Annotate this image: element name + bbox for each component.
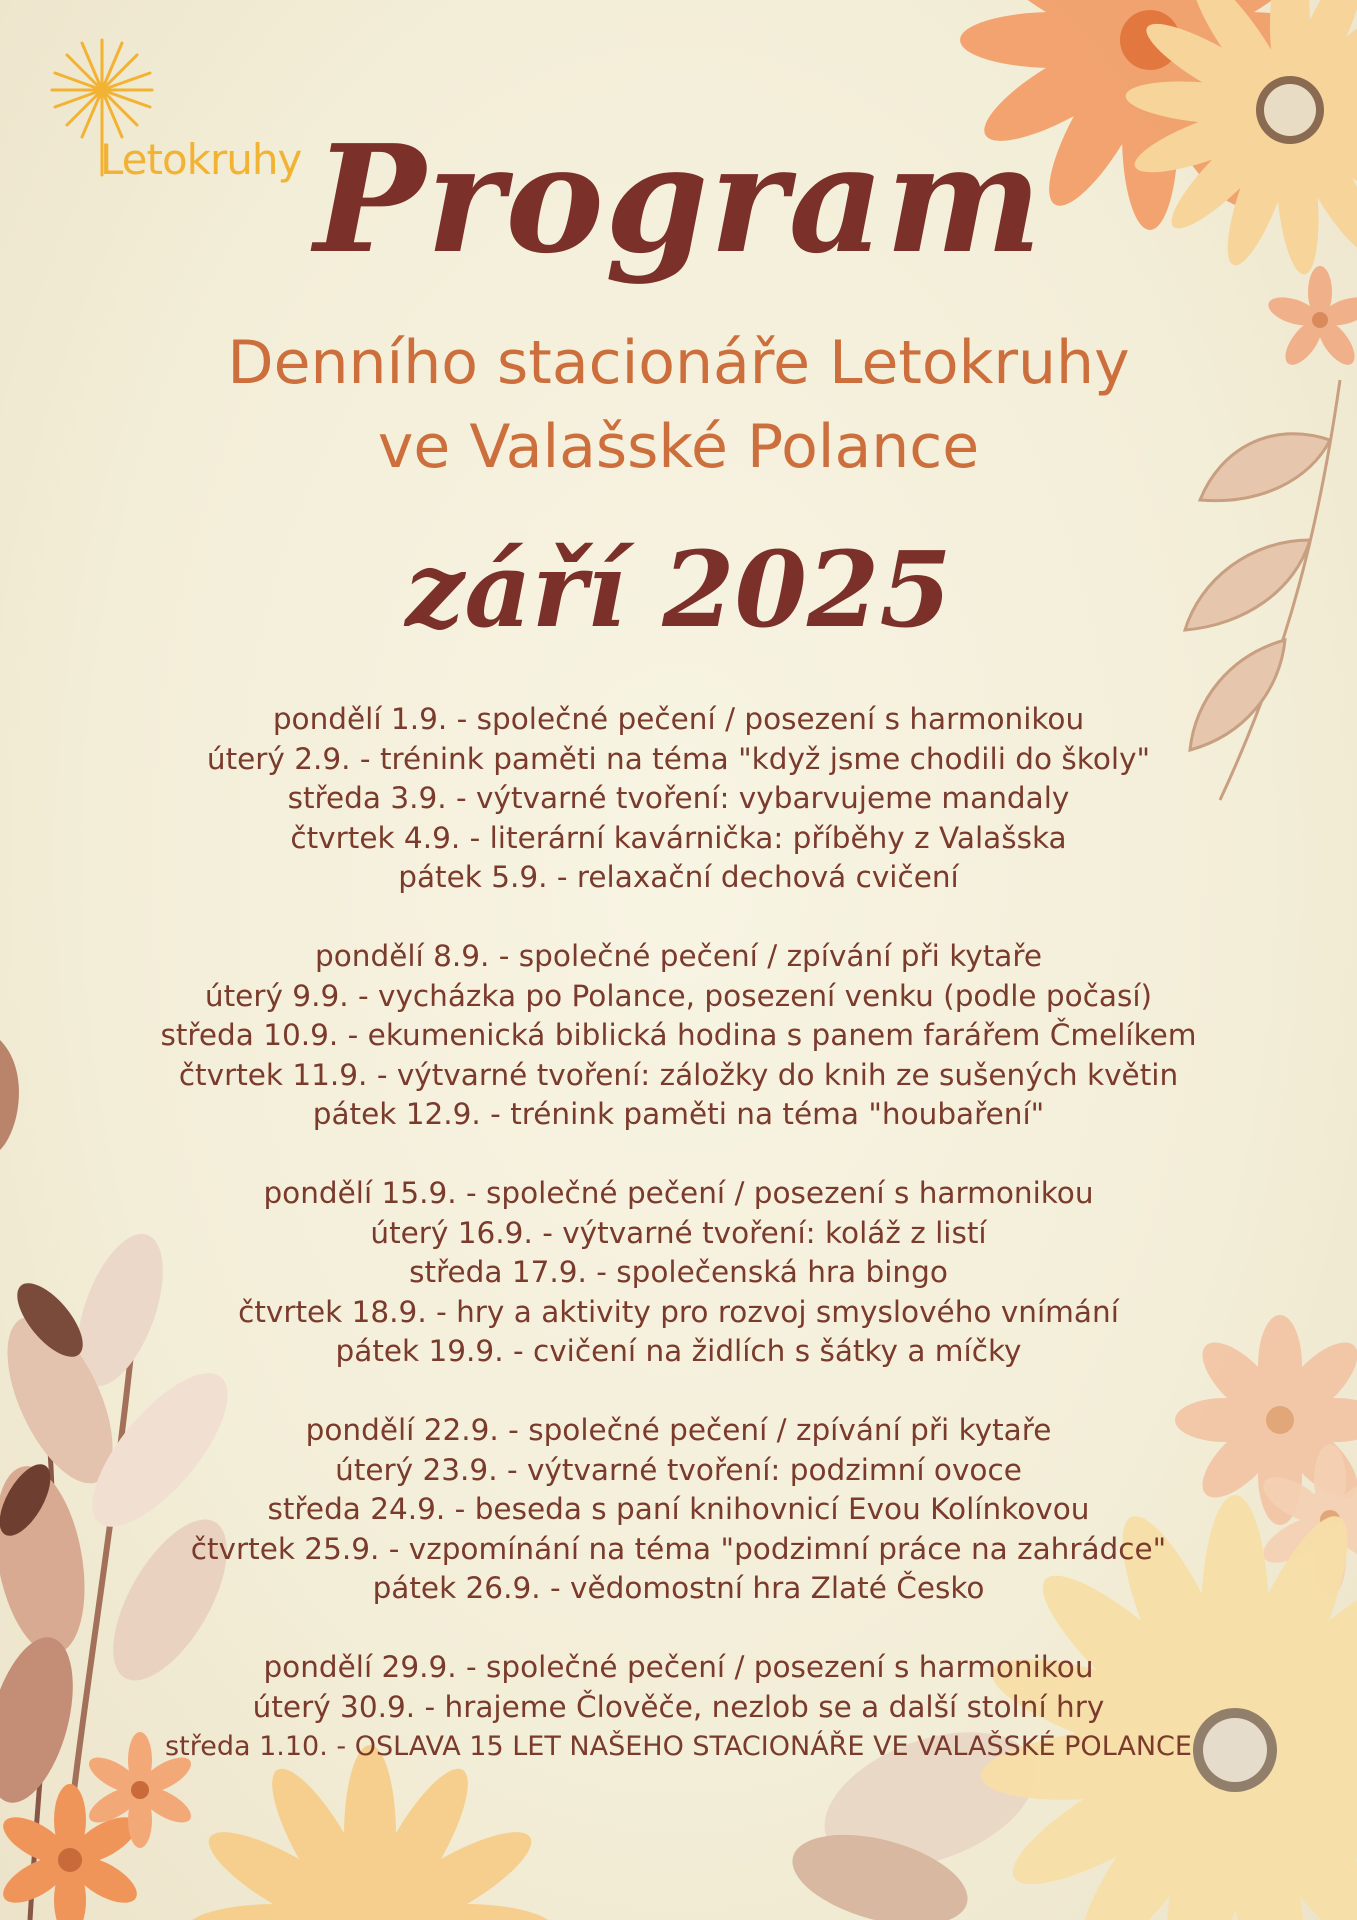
schedule-item: pátek 12.9. - trénink paměti na téma "houbaření" [312,1097,1045,1131]
schedule-item: pondělí 22.9. - společné pečení / zpívání při kytaře [305,1413,1052,1447]
schedule-item: pondělí 8.9. - společné pečení / zpívání při kytaře [315,939,1042,973]
schedule-item: čtvrtek 4.9. - literární kavárnička: příběhy z Valašska [290,820,1067,855]
schedule-item: úterý 9.9. - vycházka po Polance, posezení venku (podle počasí) [204,978,1153,1013]
subtitle-line-2: ve Valašské Polance [377,412,980,482]
schedule-item: úterý 2.9. - trénink paměti na téma "když jsme chodili do školy" [206,741,1151,776]
schedule-item: pátek 26.9. - vědomostní hra Zlaté Česko [372,1571,985,1605]
schedule-item: úterý 30.9. - hrajeme Člověče, nezlob se a další stolní hry [252,1689,1105,1724]
schedule [40,700,1317,1806]
week-4 [40,1411,1317,1609]
page-title: Program [314,112,1043,286]
schedule-item: pondělí 1.9. - společné pečení / posezení s harmonikou [272,702,1085,736]
week-5 [40,1648,1317,1767]
month-heading: září 2025 [405,528,952,651]
schedule-item: čtvrtek 11.9. - výtvarné tvoření: záložky do knih ze sušených květin [178,1057,1179,1092]
logo-text: Letokruhy [100,135,302,184]
schedule-item: pondělí 15.9. - společné pečení / posezení s harmonikou [263,1176,1094,1210]
schedule-item: úterý 16.9. - výtvarné tvoření: koláž z listí [370,1215,987,1250]
schedule-item: čtvrtek 25.9. - vzpomínání na téma "podzimní práce na zahrádce" [190,1531,1167,1566]
schedule-item: středa 3.9. - výtvarné tvoření: vybarvujeme mandaly [287,781,1070,815]
subtitle-line-1: Denního stacionáře Letokruhy [227,328,1130,398]
schedule-item: úterý 23.9. - výtvarné tvoření: podzimní ovoce [335,1452,1022,1487]
schedule-item: pátek 5.9. - relaxační dechová cvičení [398,860,959,894]
week-2 [40,937,1317,1135]
schedule-item: pátek 19.9. - cvičení na židlích s šátky a míčky [335,1334,1022,1368]
schedule-item: středa 24.9. - beseda s paní knihovnicí Evou Kolínkovou [267,1492,1090,1526]
week-1 [40,700,1317,898]
schedule-item: čtvrtek 18.9. - hry a aktivity pro rozvoj smyslového vnímání [238,1294,1119,1329]
schedule-item: středa 17.9. - společenská hra bingo [409,1255,948,1289]
week-3 [40,1174,1317,1372]
schedule-item: středa 10.9. - ekumenická biblická hodina s panem farářem Čmelíkem [160,1018,1197,1052]
schedule-item: pondělí 29.9. - společné pečení / posezení s harmonikou [263,1650,1094,1684]
schedule-item: středa 1.10. - OSLAVA 15 LET NAŠEHO STACIONÁŘE VE VALAŠSKÉ POLANCE [165,1731,1192,1762]
